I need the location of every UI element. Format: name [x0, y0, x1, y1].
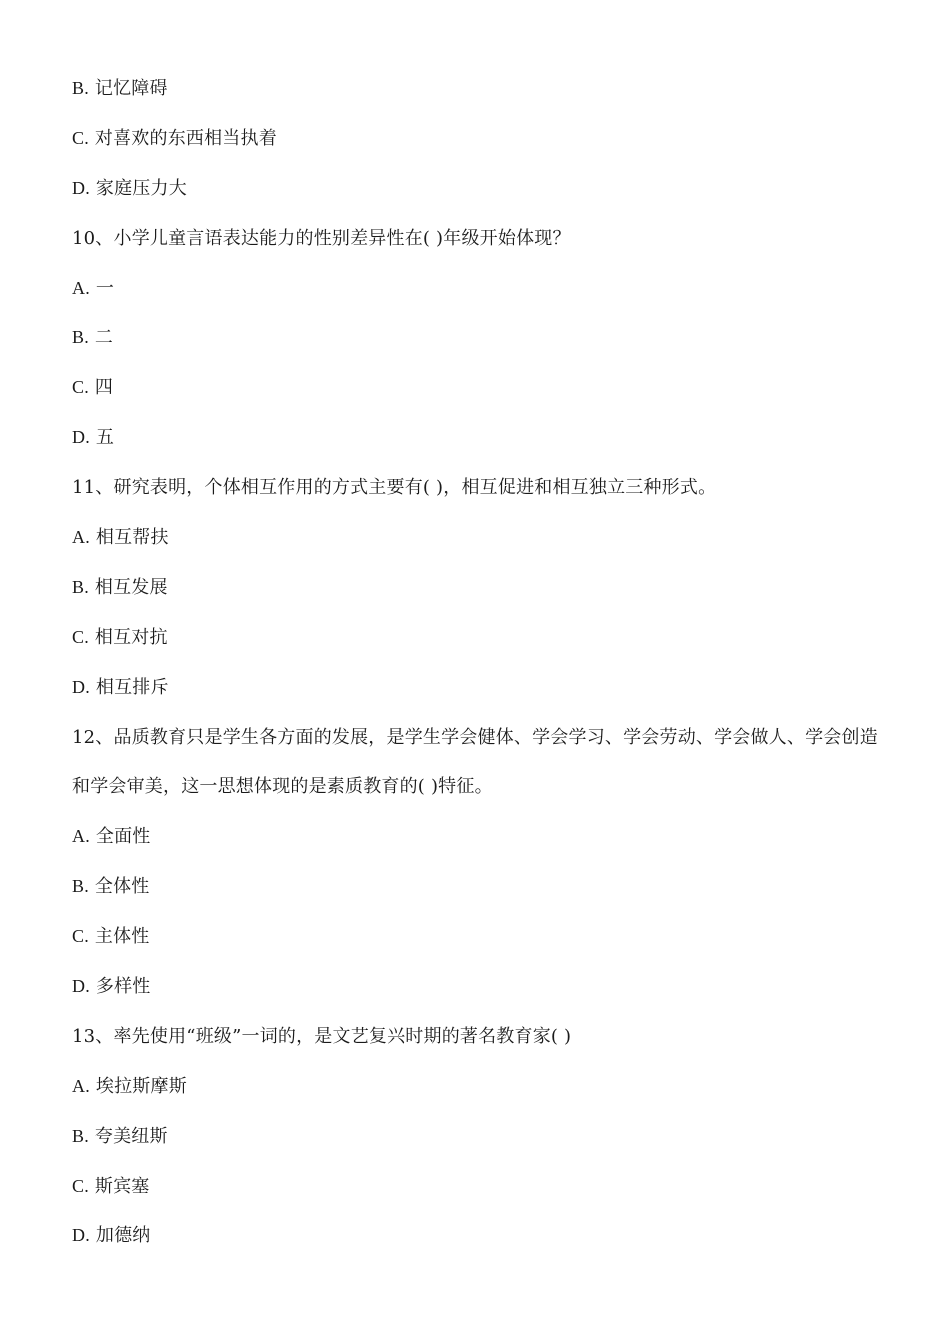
option-text: 夸美纽斯	[94, 1125, 168, 1147]
option-text: 全体性	[94, 876, 150, 898]
option-11b	[72, 563, 892, 613]
option-text: 记忆障碍	[94, 78, 168, 99]
question-11: 11、研究表明，个体相互作用的方式主要有( )，相互促进和相互独立三种形式。	[72, 477, 717, 499]
option-letter: B.	[72, 78, 89, 98]
option-text: 家庭压力大	[95, 177, 187, 199]
option-letter: C.	[72, 127, 89, 148]
option-letter: B.	[72, 327, 89, 348]
option-12a	[72, 812, 892, 862]
option-10b	[72, 313, 892, 363]
option-text: 二	[94, 327, 114, 349]
option-11c	[72, 613, 892, 663]
option-letter: A.	[72, 826, 90, 847]
option-text: 相互对抗	[94, 626, 168, 648]
option-9b	[72, 64, 892, 114]
option-9c	[72, 114, 892, 164]
option-text: 斯宾塞	[94, 1175, 150, 1197]
option-letter: D.	[72, 976, 90, 997]
option-12b	[72, 862, 892, 912]
option-13b	[72, 1112, 892, 1162]
option-text: 相互发展	[94, 576, 168, 598]
option-text: 相互排斥	[95, 676, 169, 698]
option-text: 加德纳	[95, 1225, 151, 1247]
question-13: 13、率先使用“班级”一词的，是文艺复兴时期的著名教育家( )	[72, 1025, 572, 1047]
option-10c	[72, 363, 892, 413]
option-letter: B.	[72, 1125, 89, 1146]
option-letter: C.	[72, 1175, 89, 1196]
option-10d	[72, 413, 892, 463]
option-letter: D.	[72, 427, 90, 448]
option-text: 对喜欢的东西相当执着	[94, 127, 277, 149]
question-10: 10、小学儿童言语表达能力的性别差异性在( )年级开始体现？	[72, 227, 571, 249]
option-text: 全面性	[95, 826, 151, 848]
option-text: 主体性	[94, 926, 150, 948]
option-text: 埃拉斯摩斯	[95, 1075, 187, 1097]
option-10a	[72, 264, 892, 314]
option-letter: C.	[72, 377, 89, 398]
option-text: 多样性	[95, 976, 151, 998]
option-letter: D.	[72, 177, 90, 198]
option-13d	[72, 1211, 892, 1261]
option-text: 相互帮扶	[95, 527, 169, 549]
option-11d	[72, 663, 892, 713]
option-13c	[72, 1162, 892, 1212]
option-11a	[72, 513, 892, 563]
option-text: 四	[94, 377, 114, 399]
option-letter: D.	[72, 1225, 90, 1246]
option-letter: C.	[72, 926, 89, 947]
option-letter: A.	[72, 277, 90, 298]
option-letter: B.	[72, 576, 89, 597]
option-text: 五	[95, 427, 115, 449]
option-letter: C.	[72, 626, 89, 647]
option-12d	[72, 962, 892, 1012]
option-letter: B.	[72, 876, 89, 897]
option-12c	[72, 912, 892, 962]
option-letter: D.	[72, 676, 90, 697]
option-letter: A.	[72, 1075, 90, 1096]
option-9d	[72, 164, 892, 214]
option-text: 一	[95, 277, 115, 299]
document-page	[72, 64, 892, 1261]
option-13a	[72, 1062, 892, 1112]
option-letter: A.	[72, 527, 90, 548]
question-12-line2: 和学会审美，这一思想体现的是素质教育的( )特征。	[72, 776, 493, 798]
question-12-line1: 12、品质教育只是学生各方面的发展，是学生学会健体、学会学习、学会劳动、学会做人、学会创造	[72, 726, 878, 748]
